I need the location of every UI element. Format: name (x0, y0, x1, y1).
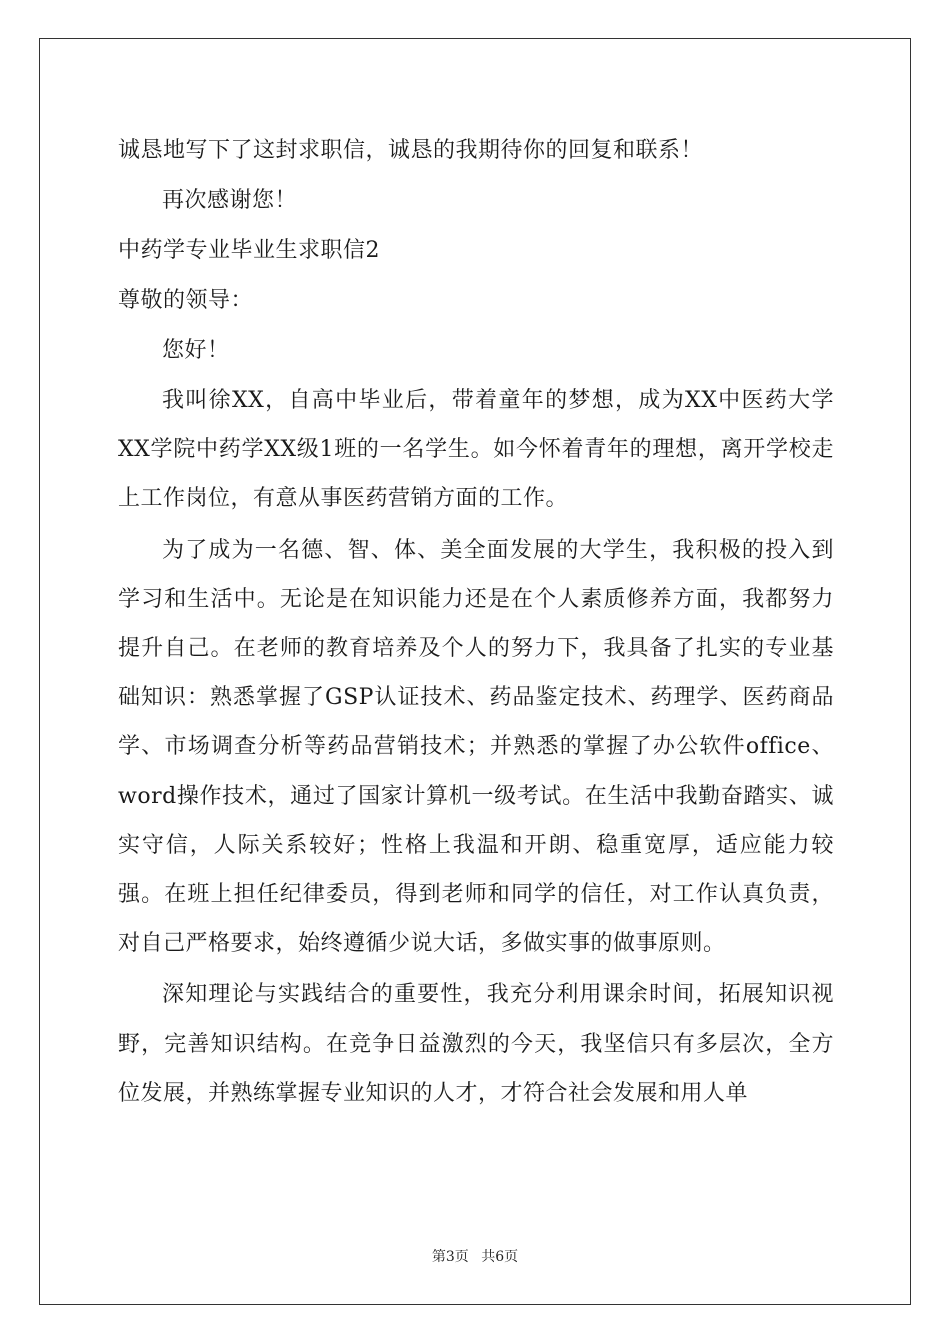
page-footer (0, 1246, 950, 1266)
paragraph-abilities: 为了成为一名德、智、体、美全面发展的大学生，我积极的投入到学习和生活中。无论是在知识能力还是在个人素质修养方面，我都努力提升自己。在老师的教育培养及个人的努力下，我具备了扎实的专业基础知识：熟悉掌握了GSP认证技术、药品鉴定技术、药理学、医药商品学、市场调查分析等药品营销技术；并熟悉的掌握了办公软件office、word操作技术，通过了国家计算机一级考试。在生活中我勤奋踏实、诚实守信，人际关系较好；性格上我温和开朗、稳重宽厚，适应能力较强。在班上担任纪律委员，得到老师和同学的信任，对工作认真负责，对自己严格要求，始终遵循少说大话，多做实事的做事原则。 (118, 537, 834, 957)
greeting: 您好！ (162, 338, 230, 363)
closing-line: 诚恳地写下了这封求职信，诚恳的我期待你的回复和联系！ (118, 138, 704, 163)
salutation: 尊敬的领导： (118, 288, 254, 313)
thanks-line: 再次感谢您！ (162, 188, 298, 213)
paragraph-practice: 深知理论与实践结合的重要性，我充分利用课余时间，拓展知识视野，完善知识结构。在竞争日益激烈的今天，我坚信只有多层次，全方位发展，并熟练掌握专业知识的人才，才符合社会发展和用人单 (118, 982, 834, 1106)
section-title: 中药学专业毕业生求职信2 (118, 238, 380, 263)
page-total: 共6页 (481, 1249, 519, 1265)
document-body (118, 126, 834, 1118)
paragraph-intro: 我叫徐XX，自高中毕业后，带着童年的梦想，成为XX中医药大学XX学院中药学XX级1班的一名学生。如今怀着青年的理想，离开学校走上工作岗位，有意从事医药营销方面的工作。 (118, 388, 834, 512)
page-number: 第3页 (431, 1249, 469, 1265)
